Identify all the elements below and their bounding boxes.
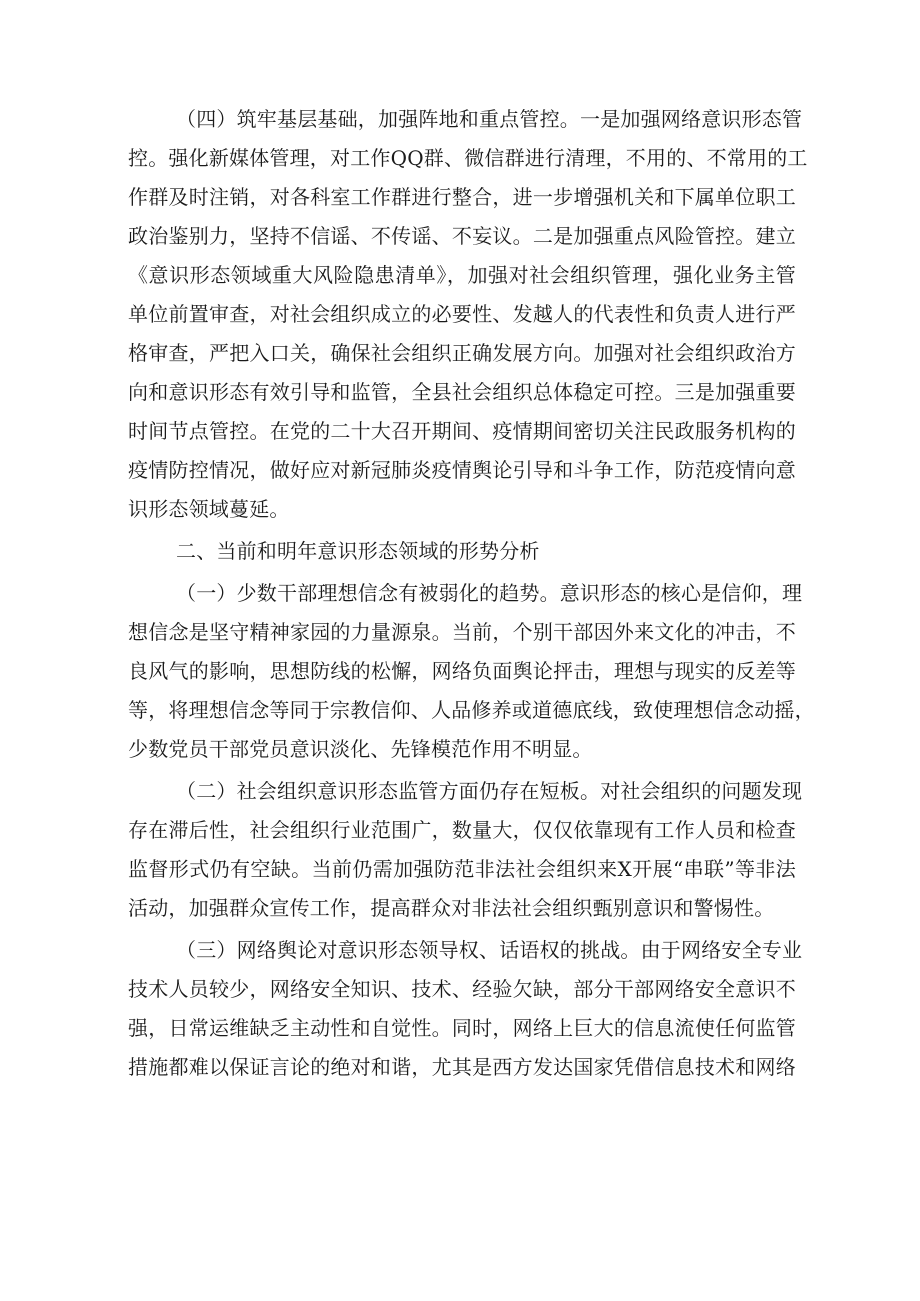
paragraph-item-1	[128, 574, 815, 769]
paragraph-item-2	[128, 772, 803, 928]
text-line: 时间节点管控。在党的二十大召开期间、疫情期间密切关注民政服务机构的	[128, 419, 796, 443]
paragraph-section-4	[128, 100, 808, 529]
text-line: 单位前置审查，对社会组织成立的必要性、发越人的代表性和负责人进行严	[128, 302, 796, 326]
text-line: 疫情防控情况，做好应对新冠肺炎疫情舆论引导和斗争工作，防范疫情向意	[128, 458, 796, 482]
text-line: 想信念是坚守精神家园的力量源泉。当前，个别干部因外来文化的冲击，不	[128, 620, 796, 644]
document-body	[128, 100, 815, 1090]
text-line: 《意识形态领域重大风险隐患清单》，加强对社会组织管理，强化业务主管	[128, 263, 796, 287]
section-heading	[128, 532, 796, 571]
text-line: 活动，加强群众宣传工作，提高群众对非法社会组织甄别意识和警惕性。	[128, 896, 775, 920]
text-line: 作群及时注销，对各科室工作群进行整合，进一步增强机关和下属单位职工	[128, 185, 796, 209]
heading-line: 二、当前和明年意识形态领域的形势分析	[176, 539, 540, 563]
text-line: 存在滞后性，社会组织行业范围广，数量大，仅仅依靠现有工作人员和检查	[128, 818, 796, 842]
text-line: 监督形式仍有空缺。当前仍需加强防范非法社会组织来X开展“串联”等非法	[128, 857, 796, 881]
text-line: 强，日常运维缺乏主动性和自觉性。同时，网络上巨大的信息流使任何监管	[128, 1016, 796, 1040]
text-line: （三）网络舆论对意识形态领导权、话语权的挑战。由于网络安全专业	[176, 938, 803, 962]
text-line: 等，将理想信念等同于宗教信仰、人品修养或道德底线，致使理想信念动摇，	[128, 698, 815, 722]
text-line: 措施都难以保证言论的绝对和谐，尤其是西方发达国家凭借信息技术和网络	[128, 1055, 796, 1079]
paragraph-item-3	[128, 931, 803, 1087]
text-line: 向和意识形态有效引导和监管，全县社会组织总体稳定可控。三是加强重要	[128, 380, 796, 404]
text-line: 格审查，严把入口关，确保社会组织正确发展方向。加强对社会组织政治方	[128, 341, 796, 365]
text-line: 识形态领域蔓延。	[128, 497, 290, 521]
text-line: 少数党员干部党员意识淡化、先锋模范作用不明显。	[128, 737, 593, 761]
text-line: 良风气的影响，思想防线的松懈，网络负面舆论抨击，理想与现实的反差等	[128, 659, 796, 683]
text-line: （二）社会组织意识形态监管方面仍存在短板。对社会组织的问题发现	[176, 779, 803, 803]
text-line: （一）少数干部理想信念有被弱化的趋势。意识形态的核心是信仰，理	[176, 581, 803, 605]
text-line: 控。强化新媒体管理，对工作QQ群、微信群进行清理，不用的、不常用的工	[128, 146, 808, 170]
text-line: （四）筑牢基层基础，加强阵地和重点管控。一是加强网络意识形态管	[176, 107, 803, 131]
text-line: 政治鉴别力，坚持不信谣、不传谣、不妄议。二是加强重点风险管控。建立	[128, 224, 796, 248]
text-line: 技术人员较少，网络安全知识、技术、经验欠缺，部分干部网络安全意识不	[128, 977, 796, 1001]
